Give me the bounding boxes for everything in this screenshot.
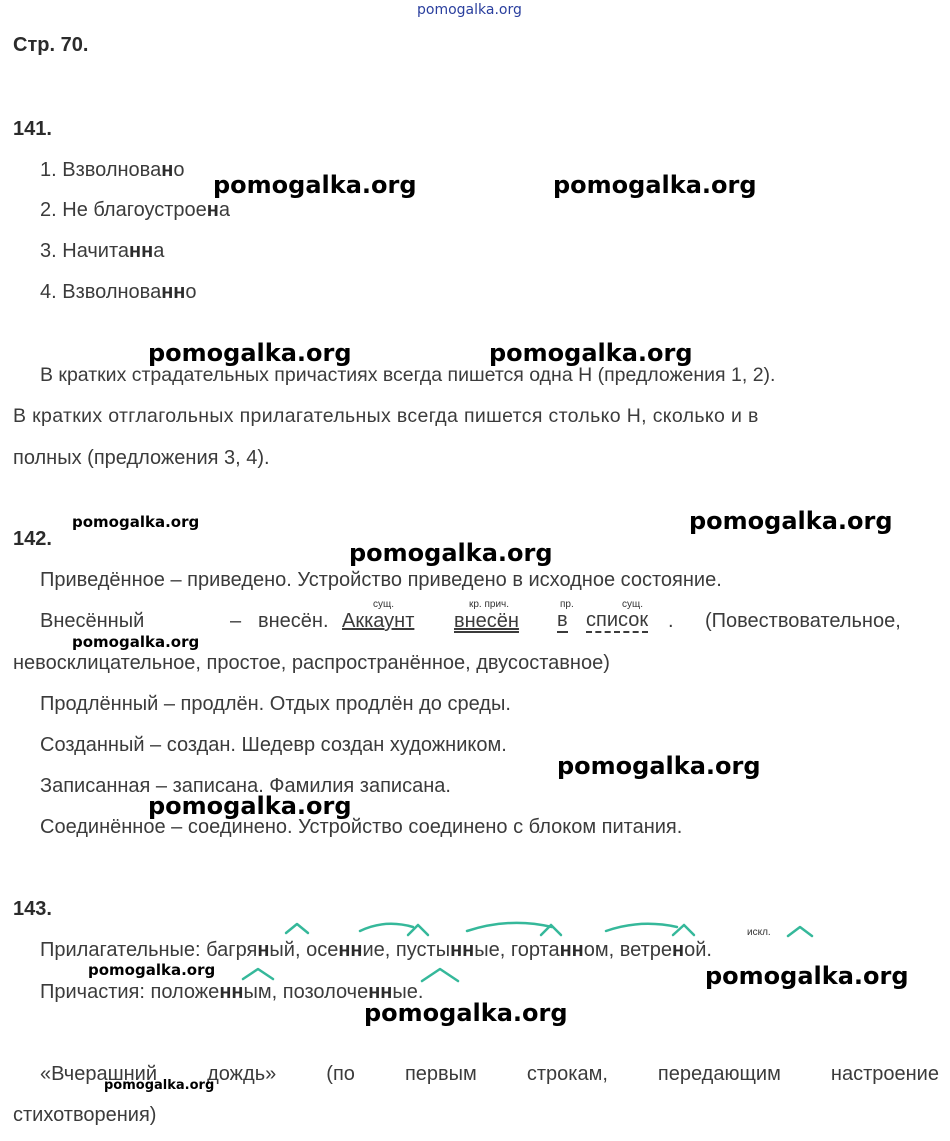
ex141-item-2 — [40, 198, 230, 222]
root-arc-4 — [606, 924, 677, 931]
word-bold: нн — [338, 939, 363, 961]
word-post: ом, — [583, 939, 620, 961]
poem-word: настроение — [830, 1063, 939, 1085]
ex142-line-2-start: Внесённый — [40, 610, 145, 632]
word-pre: багря — [206, 939, 258, 961]
watermark: pomogalka.org — [553, 171, 757, 199]
watermark: pomogalka.org — [72, 513, 200, 531]
root-arc-2 — [360, 924, 413, 931]
word-post: ый, — [269, 939, 307, 961]
word-pre: горта — [510, 939, 560, 961]
item-number: 3. — [40, 240, 57, 262]
participle-mark-1 — [243, 969, 273, 979]
item-text-post: о — [173, 159, 185, 181]
word-post: ые. — [392, 981, 424, 1003]
annotation-noun-2: сущ. — [622, 599, 644, 610]
predicate-word: внесён — [454, 610, 519, 632]
ex141-item-3 — [40, 239, 164, 263]
word-pre: осе — [306, 939, 339, 961]
item-number: 4. — [40, 281, 57, 303]
item-text-bold: нн — [129, 240, 154, 262]
item-text-pre: Не благоустрое — [62, 199, 207, 221]
watermark: pomogalka.org — [213, 171, 417, 199]
item-text-pre: Взволнова — [62, 281, 162, 303]
ex141-rule-line-3: полных (предложения 3, 4). — [13, 447, 270, 469]
word-bold: нн — [219, 981, 244, 1003]
poem-word: передающим — [657, 1063, 781, 1085]
participle-mark-2 — [422, 969, 458, 981]
watermark: pomogalka.org — [88, 961, 216, 979]
ex142-line-3: невосклицательное, простое, распространённое, двусоставное) — [13, 652, 610, 674]
item-text-post: а — [218, 199, 230, 221]
poem-word: (по — [326, 1063, 355, 1085]
ex143-adjectives-line — [40, 938, 712, 962]
ex142-line-1: Приведённое – приведено. Устройство приведено в исходное состояние. — [40, 569, 722, 591]
watermark: pomogalka.org — [705, 962, 909, 990]
word-pre: пусты — [395, 939, 451, 961]
word-bold: нн — [450, 939, 475, 961]
watermark: pomogalka.org — [148, 339, 352, 367]
word-bold: нн — [559, 939, 584, 961]
item-text-bold: нн — [161, 281, 186, 303]
ex142-line-2-dash: – — [230, 610, 242, 632]
watermark: pomogalka.org — [148, 792, 352, 820]
word-bold: н — [257, 939, 270, 961]
poem-word: первым — [404, 1063, 477, 1085]
item-number: 1. — [40, 159, 57, 181]
item-text-post: о — [185, 281, 197, 303]
circumstance-noun: список — [586, 609, 649, 631]
site-url[interactable]: pomogalka.org — [417, 2, 522, 18]
word-post: ой. — [684, 939, 712, 961]
item-text-pre: Начита — [62, 240, 130, 262]
exercise-141-number: 141. — [13, 118, 52, 140]
ex142-line-6: Записанная – записана. Фамилия записана. — [40, 775, 451, 797]
poem-word: строкам, — [526, 1063, 608, 1085]
ex141-rule-line-1: В кратких страдательных причастиях всегда пишется одна Н (предложения 1, 2). — [40, 364, 776, 386]
annotation-noun: сущ. — [373, 599, 395, 610]
page-reference: Стр. 70. — [13, 34, 89, 56]
poem-word: дождь» — [207, 1063, 277, 1085]
circumstance-prep: в — [557, 609, 568, 631]
ex142-line-2-word: внесён. — [258, 610, 329, 632]
item-text-bold: н — [161, 159, 174, 181]
word-bold: н — [672, 939, 685, 961]
poem-word: «Вчерашний — [40, 1063, 158, 1085]
word-pre: ветре — [619, 939, 673, 961]
watermark: pomogalka.org — [104, 1078, 215, 1093]
watermark: pomogalka.org — [364, 999, 568, 1027]
ex141-item-1 — [40, 158, 184, 182]
word-pre: позолоче — [282, 981, 369, 1003]
watermark: pomogalka.org — [349, 539, 553, 567]
watermark: pomogalka.org — [489, 339, 693, 367]
exception-note: искл. — [747, 927, 771, 938]
watermark: pomogalka.org — [557, 752, 761, 780]
ex142-line-2-tail: (Повествовательное, — [705, 610, 901, 632]
participles-label: Причастия: — [40, 981, 151, 1003]
word-post: ие, — [362, 939, 396, 961]
suffix-mark-1 — [286, 924, 308, 933]
exercise-143-number: 143. — [13, 898, 52, 920]
ex141-item-4 — [40, 280, 197, 304]
word-bold: нн — [368, 981, 393, 1003]
ex141-rule-line-2: В кратких отглагольных прилагательных всегда пишется столько Н, сколько и в — [13, 405, 759, 427]
annotation-short-participle: кр. прич. — [469, 599, 510, 610]
item-text-post: а — [153, 240, 165, 262]
item-text-pre: Взволнова — [62, 159, 162, 181]
ex142-line-4: Продлённый – продлён. Отдых продлён до среды. — [40, 693, 511, 715]
subject-word: Аккаунт — [342, 610, 415, 632]
root-arc-3 — [467, 923, 552, 931]
word-post: ые, — [474, 939, 511, 961]
sentence-end: . — [668, 610, 674, 632]
word-pre: положе — [150, 981, 220, 1003]
watermark: pomogalka.org — [689, 507, 893, 535]
item-number: 2. — [40, 199, 57, 221]
annotation-preposition: пр. — [560, 599, 574, 610]
suffix-mark-5 — [788, 927, 812, 936]
ex142-line-7: Соединённое – соединено. Устройство соединено с блоком питания. — [40, 816, 683, 838]
ex142-line-5: Созданный – создан. Шедевр создан художником. — [40, 734, 507, 756]
item-text-bold: н — [206, 199, 219, 221]
adjectives-label: Прилагательные: — [40, 939, 207, 961]
word-post: ым, — [243, 981, 283, 1003]
ex143-poem-line-2: стихотворения) — [13, 1104, 157, 1126]
exercise-142-number: 142. — [13, 528, 52, 550]
watermark: pomogalka.org — [72, 633, 200, 651]
